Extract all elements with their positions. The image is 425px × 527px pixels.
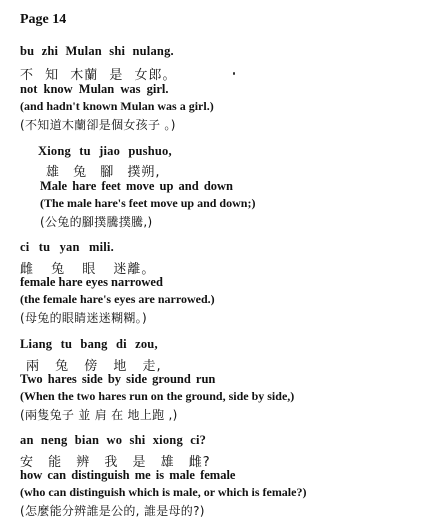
pinyin-line: an neng bian wo shi xiong ci? [20,433,207,447]
english-translation: (the female hare's eyes are narrowed.) [20,292,215,306]
hanzi-line: 雌 兔 眼 迷離。 [20,262,156,277]
pinyin-line: ci tu yan mili. [20,240,114,254]
gloss-line: female hare eyes narrowed [20,275,163,289]
gloss-line: how can distinguish me is male female [20,468,236,482]
hanzi-line: 不 知 木蘭 是 女郎。 [20,68,177,83]
english-translation: (The male hare's feet move up and down;) [40,196,256,210]
chinese-translation: (公兔的腳撲騰撲騰,) [40,215,153,229]
hanzi-line: 安 能 辨 我 是 雄 雌? [20,455,211,470]
pinyin-line: Liang tu bang di zou, [20,337,158,351]
pinyin-line: Xiong tu jiao pushuo, [38,144,172,158]
stray-mark [233,72,235,75]
hanzi-line: 兩 兔 傍 地 走, [26,359,162,374]
pinyin-line: bu zhi Mulan shi nulang. [20,44,174,58]
english-translation: (who can distinguish which is male, or which is female?) [20,485,307,499]
english-translation: (and hadn't known Mulan was a girl.) [20,99,214,113]
chinese-translation: (兩隻兔子 並 肩 在 地上跑 ,) [20,408,178,422]
chinese-translation: (怎麼能分辨誰是公的, 誰是母的?) [20,504,205,518]
chinese-translation: (不知道木蘭卻是個女孩子 。) [20,118,176,132]
gloss-line: not know Mulan was girl. [20,82,169,96]
page-label: Page 14 [20,12,67,27]
hanzi-line: 雄 兔 腳 撲朔, [46,165,161,180]
chinese-translation: (母兔的眼睛迷迷糊糊。) [20,311,147,325]
gloss-line: Male hare feet move up and down [40,179,234,193]
english-translation: (When the two hares run on the ground, side by side,) [20,389,295,403]
gloss-line: Two hares side by side ground run [20,372,216,386]
